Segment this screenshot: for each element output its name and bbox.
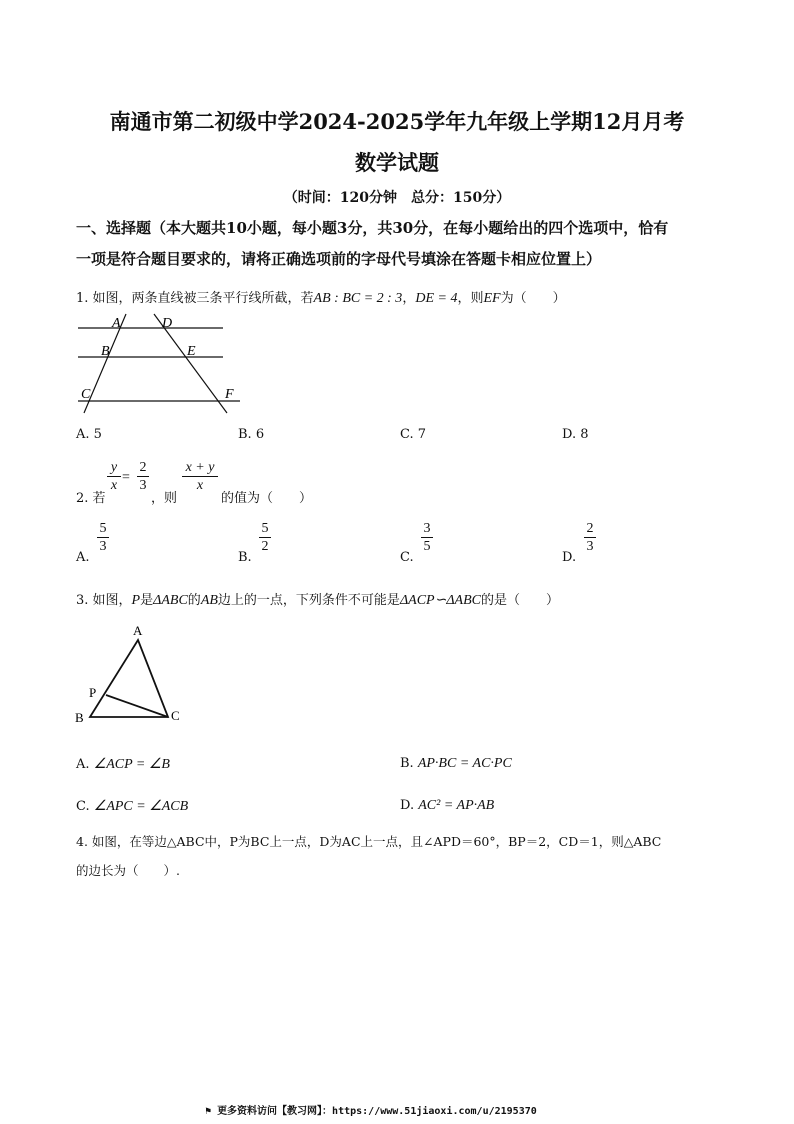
q1-option-c: C. 7 bbox=[400, 427, 427, 442]
q2-suffix: 的值为（ ） bbox=[221, 491, 313, 506]
q3-of: 的 bbox=[187, 593, 201, 608]
q3-option-a: A. ∠ACP = ∠B bbox=[76, 757, 170, 772]
q1-mid: ，则 bbox=[457, 291, 484, 306]
q2-option-a-frac: 5 3 bbox=[97, 521, 109, 554]
q2-equals: = bbox=[122, 470, 130, 485]
question-4-line1: 4. 如图，在等边△ABC中，P为BC上一点，D为AC上一点，且∠APD＝60°，BP＝2，CD＝1，则△ABC bbox=[76, 834, 662, 849]
q3-suffix: 的是（ ） bbox=[480, 593, 559, 608]
section-instructions-line2: 一项是符合题目要求的，请将正确选项前的字母代号填涂在答题卡相应位置上） bbox=[76, 250, 602, 268]
q2-frac-xy-over-x: x + y x bbox=[182, 460, 218, 493]
q2-frac-2-over-3: 2 3 bbox=[137, 460, 149, 493]
label-f: F bbox=[225, 387, 234, 402]
label-e: E bbox=[187, 344, 196, 359]
q3-prefix: 3. 如图， bbox=[76, 593, 132, 608]
q1-target: EF bbox=[483, 291, 501, 306]
label-a: A bbox=[133, 623, 143, 638]
q3-side: AB bbox=[200, 593, 218, 608]
question-3-stem bbox=[76, 589, 559, 609]
q3-triangle: ΔABC bbox=[153, 593, 188, 608]
q2-option-a-letter: A. bbox=[76, 550, 90, 565]
q3-similar: ΔACP∽ΔABC bbox=[399, 593, 481, 608]
section-instructions-line1: 一、选择题（本大题共10小题，每小题3分，共30分，在每小题给出的四个选项中，恰有 bbox=[76, 219, 669, 237]
q3-p: P bbox=[131, 593, 141, 608]
q1-figure bbox=[70, 312, 250, 420]
q3-text: 边上的一点，下列条件不可能是 bbox=[217, 593, 400, 608]
subject-title: 数学试题 bbox=[355, 150, 439, 175]
triangle-abc bbox=[90, 640, 168, 717]
q1-cond2: DE = 4 bbox=[415, 291, 458, 306]
question-1-stem bbox=[76, 287, 566, 307]
footer-text: 更多资料访问【教习网】：https://www.51jiaoxi.com/u/2195370 bbox=[217, 1106, 537, 1117]
q3-option-b: B. AP·BC = AC·PC bbox=[400, 756, 512, 771]
q3-figure bbox=[70, 622, 190, 728]
q1-option-a: A. 5 bbox=[76, 427, 102, 442]
footer-link[interactable] bbox=[205, 1102, 537, 1117]
q3-option-d: D. AC² = AP·AB bbox=[400, 798, 495, 813]
label-c: C bbox=[81, 387, 91, 402]
label-b: B bbox=[75, 710, 84, 725]
q2-option-b-frac: 5 2 bbox=[259, 521, 271, 554]
q1-option-d: D. 8 bbox=[562, 427, 589, 442]
q1-prefix: 1. 如图，两条直线被三条平行线所截，若 bbox=[76, 291, 314, 306]
q2-frac-y-over-x: y x bbox=[107, 460, 121, 493]
q2-option-d-frac: 2 3 bbox=[584, 521, 596, 554]
flag-icon: ⚑ bbox=[205, 1106, 212, 1117]
segment-pc bbox=[106, 695, 168, 717]
label-b: B bbox=[101, 344, 110, 359]
q2-option-c-frac: 3 5 bbox=[421, 521, 433, 554]
time-info: （时间：120分钟 总分：150分） bbox=[283, 190, 511, 206]
label-p: P bbox=[89, 685, 97, 700]
label-d: D bbox=[162, 316, 173, 331]
q2-option-c-letter: C. bbox=[400, 550, 414, 565]
q1-suffix: 为（ ） bbox=[500, 291, 566, 306]
q1-sep: ， bbox=[402, 291, 416, 306]
q1-cond1: AB : BC = 2 : 3 bbox=[313, 291, 403, 306]
q1-option-b: B. 6 bbox=[238, 427, 265, 442]
q2-option-d-letter: D. bbox=[562, 550, 577, 565]
q3-is: 是 bbox=[140, 593, 154, 608]
exam-title: 南通市第二初级中学2024-2025学年九年级上学期12月月考 bbox=[109, 109, 685, 134]
q2-mid: ，则 bbox=[151, 491, 178, 506]
q3-option-c: C. ∠APC = ∠ACB bbox=[76, 799, 189, 814]
label-c: C bbox=[171, 708, 180, 723]
q2-option-b-letter: B. bbox=[238, 550, 252, 565]
label-a: A bbox=[112, 316, 121, 331]
question-4-line2: 的边长为（ ）. bbox=[76, 863, 180, 878]
q2-prefix: 2. 若 bbox=[76, 491, 106, 506]
